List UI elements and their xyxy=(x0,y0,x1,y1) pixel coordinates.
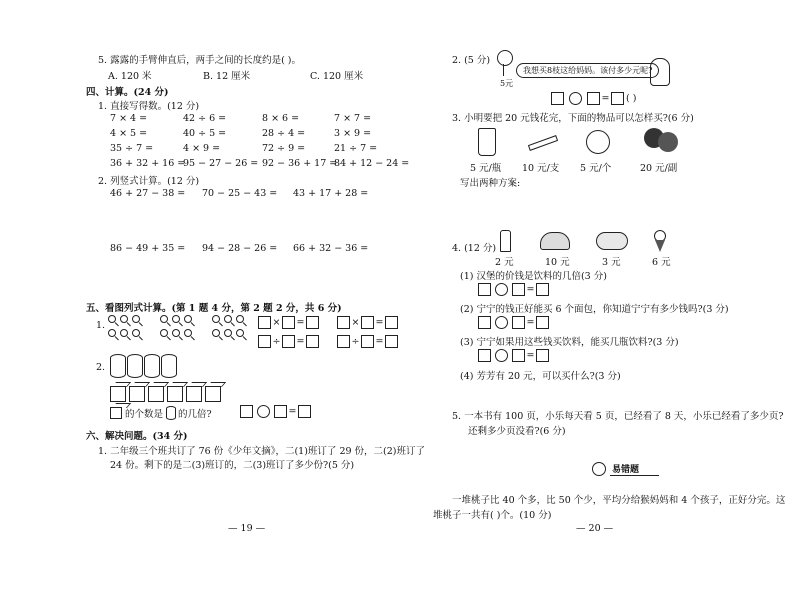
right-q4-sub3: (3) 宁宁如果用这些钱买饮料，能买几瓶饮料?(3 分) xyxy=(460,337,679,348)
price-label: 3 元 xyxy=(602,257,621,268)
cube-icon xyxy=(110,386,126,402)
magnifier-icon xyxy=(160,315,168,323)
price-label: 20 元/副 xyxy=(640,163,678,174)
vertical-calc: 86 − 49 + 35 = xyxy=(110,243,186,254)
q1-number: 1. xyxy=(96,320,106,331)
section-6-heading: 六、解决问题。(34 分) xyxy=(86,431,188,442)
cube-icon xyxy=(129,386,145,402)
right-q3-text: 3. 小明要把 20 元钱花完，下面的物品可以怎样买?(6 分) xyxy=(452,113,694,124)
calc-cell: 72 ÷ 9 = xyxy=(262,143,306,154)
operator: × xyxy=(351,317,360,328)
left-q5-option-b: B. 12 厘米 xyxy=(203,71,251,82)
answer-box[interactable] xyxy=(361,316,374,329)
ball-icon xyxy=(586,130,610,154)
cylinder-icon xyxy=(127,354,143,378)
operator: × xyxy=(272,317,281,328)
bonus-line1: 一堆桃子比 40 个多，比 50 个少，平均分给猴妈妈和 4 个孩子，正好分完。这 xyxy=(452,495,786,506)
left-q5-option-c: C. 120 厘米 xyxy=(310,71,364,82)
q2-answer-row xyxy=(240,405,311,418)
right-q5-line1: 5. 一本书有 100 页，小乐每天看 5 页，已经看了 8 天，小乐已经看了多少页? xyxy=(452,411,784,422)
calc-cell: 95 − 27 − 26 = xyxy=(183,158,259,169)
operator: ÷ xyxy=(272,336,281,347)
magnifier-icon xyxy=(132,329,140,337)
magnifier-icon xyxy=(172,315,180,323)
page-number-right: — 20 — xyxy=(576,523,614,534)
price-label: 10 元 xyxy=(545,257,570,268)
calc-cell: 35 ÷ 7 = xyxy=(110,143,154,154)
answer-box[interactable] xyxy=(536,349,549,362)
girl-icon xyxy=(650,58,670,86)
answer-box[interactable] xyxy=(361,335,374,348)
answer-box[interactable] xyxy=(587,92,600,105)
section-6-q1-line1: 1. 二年级三个班共订了 76 份《少年文摘》，二(1)班订了 29 份，二(2)班订了 xyxy=(98,446,426,457)
operator: ÷ xyxy=(351,336,360,347)
operator-circle[interactable] xyxy=(495,283,508,296)
section-4-heading: 四、计算。(24 分) xyxy=(86,87,169,98)
flower-icon xyxy=(497,50,513,66)
operator: = xyxy=(526,350,535,361)
operator: = xyxy=(288,406,297,417)
answer-box[interactable] xyxy=(282,335,295,348)
calc-cell: 92 − 36 + 17 = xyxy=(262,158,338,169)
operator: = xyxy=(526,317,535,328)
operator-circle[interactable] xyxy=(495,349,508,362)
answer-row xyxy=(478,283,549,296)
answer-box[interactable] xyxy=(536,283,549,296)
magnifier-icon xyxy=(224,315,232,323)
cube-icon xyxy=(167,386,183,402)
answer-box[interactable] xyxy=(240,405,253,418)
calc-cell: 4 × 9 = xyxy=(183,143,221,154)
magnifier-icon xyxy=(224,329,232,337)
left-q5-option-a: A. 120 米 xyxy=(108,71,152,82)
calc-cell: 21 ÷ 7 = xyxy=(334,143,378,154)
magnifier-icon xyxy=(184,315,192,323)
cylinder-group xyxy=(110,354,170,380)
vertical-calc: 46 + 27 − 38 = xyxy=(110,188,186,199)
answer-box[interactable] xyxy=(282,316,295,329)
vertical-calc: 43 + 17 + 28 = xyxy=(293,188,369,199)
magnifier-icon xyxy=(212,329,220,337)
answer-box[interactable] xyxy=(306,316,319,329)
vertical-calc: 66 + 32 − 36 = xyxy=(293,243,369,254)
operator: = xyxy=(375,336,384,347)
calc-cell: 3 × 9 = xyxy=(334,128,372,139)
magnifier-icon xyxy=(132,315,140,323)
section-4-part-1: 1. 直接写得数。(12 分) xyxy=(98,101,200,112)
vertical-calc: 70 − 25 − 43 = xyxy=(202,188,278,199)
magnifier-icon xyxy=(160,329,168,337)
q2-number: 2. xyxy=(96,362,106,373)
answer-box[interactable] xyxy=(512,316,525,329)
magnifier-group-1 xyxy=(108,315,248,347)
plan-prompt: 写出两种方案: xyxy=(460,178,521,189)
answer-box[interactable] xyxy=(611,92,624,105)
cube-icon xyxy=(186,386,202,402)
answer-box[interactable] xyxy=(478,283,491,296)
answer-box[interactable] xyxy=(258,335,271,348)
magnifier-icon xyxy=(236,329,244,337)
answer-box[interactable] xyxy=(337,316,350,329)
operator: = xyxy=(526,284,535,295)
answer-box[interactable] xyxy=(298,405,311,418)
calc-cell: 40 ÷ 5 = xyxy=(183,128,227,139)
magnifier-icon xyxy=(212,315,220,323)
answer-box[interactable] xyxy=(512,349,525,362)
calc-cell: 42 ÷ 6 = xyxy=(183,113,227,124)
bonus-line2: 堆桃子一共有( )个。(10 分) xyxy=(433,510,552,521)
price-label: 6 元 xyxy=(652,257,671,268)
operator: = xyxy=(375,317,384,328)
cube-icon xyxy=(205,386,221,402)
flower-stem xyxy=(503,64,504,76)
answer-box[interactable] xyxy=(385,335,398,348)
icecream-cone xyxy=(655,240,665,252)
section-5-heading: 五、看图列式计算。(第 1 题 4 分，第 2 题 2 分，共 6 分) xyxy=(86,303,342,314)
operator: = xyxy=(296,336,305,347)
calc-cell: 4 × 5 = xyxy=(110,128,148,139)
answer-box[interactable] xyxy=(512,283,525,296)
answer-box[interactable] xyxy=(478,349,491,362)
magnifier-icon xyxy=(120,329,128,337)
answer-row-mult xyxy=(258,316,398,329)
cylinder-icon xyxy=(161,354,177,378)
q2-question xyxy=(110,406,212,420)
magnifier-icon xyxy=(108,315,116,323)
calc-cell: 8 × 6 = xyxy=(262,113,300,124)
answer-box[interactable] xyxy=(478,316,491,329)
drink-cup-icon xyxy=(478,128,496,156)
section-4-part-2: 2. 列竖式计算。(12 分) xyxy=(98,176,200,187)
magnifier-icon xyxy=(108,329,116,337)
answer-row xyxy=(478,316,549,329)
cylinder-icon xyxy=(110,354,126,378)
bottle-icon xyxy=(500,230,511,252)
right-q4-sub4: (4) 芳芳有 20 元，可以买什么?(3 分) xyxy=(460,371,621,382)
calc-cell: 7 × 7 = xyxy=(334,113,372,124)
bread-icon xyxy=(596,232,628,250)
price-label: 2 元 xyxy=(495,257,514,268)
calc-cell: 7 × 4 = xyxy=(110,113,148,124)
answer-box[interactable] xyxy=(258,316,271,329)
pen-icon xyxy=(528,135,558,151)
section-6-q1-line2: 24 份。剩下的是二(3)班订的，二(3)班订了多少份?(5 分) xyxy=(110,460,355,471)
operator-circle[interactable] xyxy=(495,316,508,329)
right-q4-sub1: (1) 汉堡的价钱是饮料的几倍(3 分) xyxy=(460,271,607,282)
answer-row xyxy=(478,349,549,362)
page-number-left: — 19 — xyxy=(228,523,266,534)
price-label: 5 元/瓶 xyxy=(470,163,502,174)
calc-cell: 84 + 12 − 24 = xyxy=(334,158,410,169)
answer-box[interactable] xyxy=(306,335,319,348)
cylinder-icon xyxy=(166,406,176,420)
cylinder-icon xyxy=(144,354,160,378)
answer-box[interactable] xyxy=(337,335,350,348)
price-label: 10 元/支 xyxy=(522,163,560,174)
price-tag: 5元 xyxy=(500,79,514,88)
answer-box[interactable] xyxy=(274,405,287,418)
calc-cell: 28 ÷ 4 = xyxy=(262,128,306,139)
right-q4-label: 4. (12 分) xyxy=(452,243,497,254)
operator-circle[interactable] xyxy=(257,405,270,418)
racket-icon xyxy=(658,132,678,152)
magnifier-icon xyxy=(172,329,180,337)
magnifier-icon xyxy=(120,315,128,323)
answer-row-div xyxy=(258,335,398,348)
operator-circle[interactable] xyxy=(569,92,582,105)
left-q5-text: 5. 露露的手臂伸直后，两手之间的长度约是( )。 xyxy=(98,55,302,66)
magnifier-icon xyxy=(236,315,244,323)
answer-box[interactable] xyxy=(385,316,398,329)
cube-icon xyxy=(148,386,164,402)
speech-bubble: 我想买8枝这给妈妈。该付多少元呢? xyxy=(516,63,659,78)
right-q2-label: 2. (5 分) xyxy=(452,55,491,66)
right-q2-answer-row xyxy=(551,92,636,105)
bonus-title: 易错题 xyxy=(610,462,659,476)
bonus-banner xyxy=(592,462,659,476)
answer-box[interactable] xyxy=(536,316,549,329)
price-label: 5 元/个 xyxy=(580,163,612,174)
operator: = xyxy=(601,93,610,104)
operator: = xyxy=(296,317,305,328)
calc-cell: 36 + 32 + 16 = xyxy=(110,158,186,169)
answer-box[interactable] xyxy=(551,92,564,105)
pin-icon xyxy=(592,462,606,476)
hamburger-icon xyxy=(540,232,570,250)
magnifier-icon xyxy=(184,329,192,337)
right-q5-line2: 还剩多少页没看?(6 分) xyxy=(468,426,566,437)
unit-paren: ( ) xyxy=(626,93,637,104)
cube-icon xyxy=(110,407,122,419)
right-q4-sub2: (2) 宁宁的钱正好能买 6 个面包，你知道宁宁有多少钱吗?(3 分) xyxy=(460,304,729,315)
q2-text-2: 的几倍? xyxy=(178,409,212,420)
q2-text-1: 的个数是 xyxy=(125,409,164,420)
vertical-calc: 94 − 28 − 26 = xyxy=(202,243,278,254)
